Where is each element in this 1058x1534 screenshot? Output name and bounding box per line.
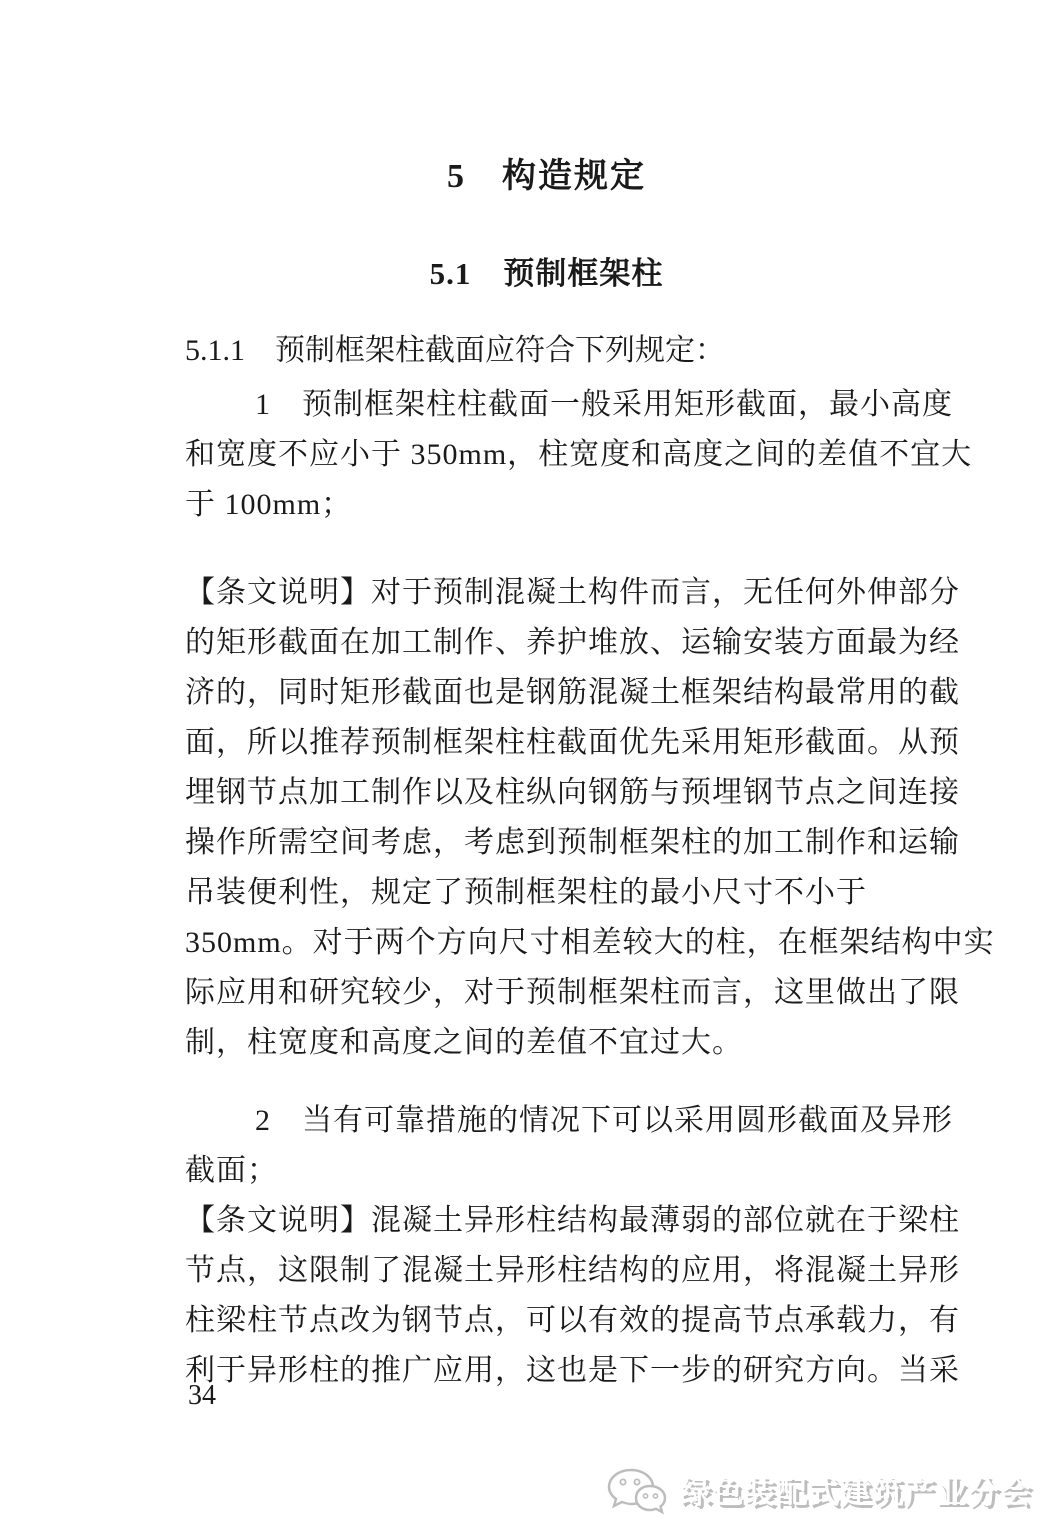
footer-brand-text: 绿色装配式建筑产业分会 [680, 1475, 1032, 1510]
paragraph-explanation-2 [185, 1196, 960, 1396]
text-line: 1 预制框架柱柱截面一般采用矩形截面，最小高度 [255, 388, 953, 421]
wechat-icon [604, 1466, 670, 1520]
page-number: 34 [188, 1380, 216, 1411]
text-line: 操作所需空间考虑，考虑到预制框架柱的加工制作和运输 [185, 826, 960, 859]
paragraph-explanation-1 [185, 568, 995, 1068]
clause-heading: 5.1.1 预制框架柱截面应符合下列规定： [185, 334, 725, 367]
text-line: 350mm。对于两个方向尺寸相差较大的柱，在框架结构中实 [185, 926, 995, 959]
paragraph-item-2 [185, 1096, 953, 1196]
chapter-heading: 5 构造规定 [447, 158, 646, 195]
text-line: 济的，同时矩形截面也是钢筋混凝土框架结构最常用的截 [185, 676, 960, 709]
text-line: 利于异形柱的推广应用，这也是下一步的研究方向。当采 [185, 1354, 960, 1387]
text-line: 际应用和研究较少，对于预制框架柱而言，这里做出了限 [185, 976, 960, 1009]
text-line: 制，柱宽度和高度之间的差值不宜过大。 [185, 1026, 743, 1059]
text-line: 于 100mm； [185, 488, 353, 521]
text-line: 的矩形截面在加工制作、养护堆放、运输安装方面最为经 [185, 626, 960, 659]
text-line: 埋钢节点加工制作以及柱纵向钢筋与预埋钢节点之间连接 [185, 776, 960, 809]
text-line: 【条文说明】混凝土异形柱结构最薄弱的部位就在于梁柱 [185, 1204, 960, 1237]
text-line: 2 当有可靠措施的情况下可以采用圆形截面及异形 [255, 1104, 953, 1137]
text-line: 【条文说明】对于预制混凝土构件而言，无任何外伸部分 [185, 576, 960, 609]
text-line: 吊装便利性，规定了预制框架柱的最小尺寸不小于 [185, 876, 867, 909]
text-line: 和宽度不应小于 350mm，柱宽度和高度之间的差值不宜大 [185, 438, 973, 471]
text-line: 面，所以推荐预制框架柱柱截面优先采用矩形截面。从预 [185, 726, 960, 759]
text-line: 截面； [185, 1154, 278, 1187]
section-heading: 5.1 预制框架柱 [429, 256, 664, 291]
paragraph-item-1 [185, 380, 973, 530]
footer-brand-logo [604, 1466, 1032, 1520]
text-line: 节点，这限制了混凝土异形柱结构的应用，将混凝土异形 [185, 1254, 960, 1287]
text-line: 柱梁柱节点改为钢节点，可以有效的提高节点承载力，有 [185, 1304, 960, 1337]
